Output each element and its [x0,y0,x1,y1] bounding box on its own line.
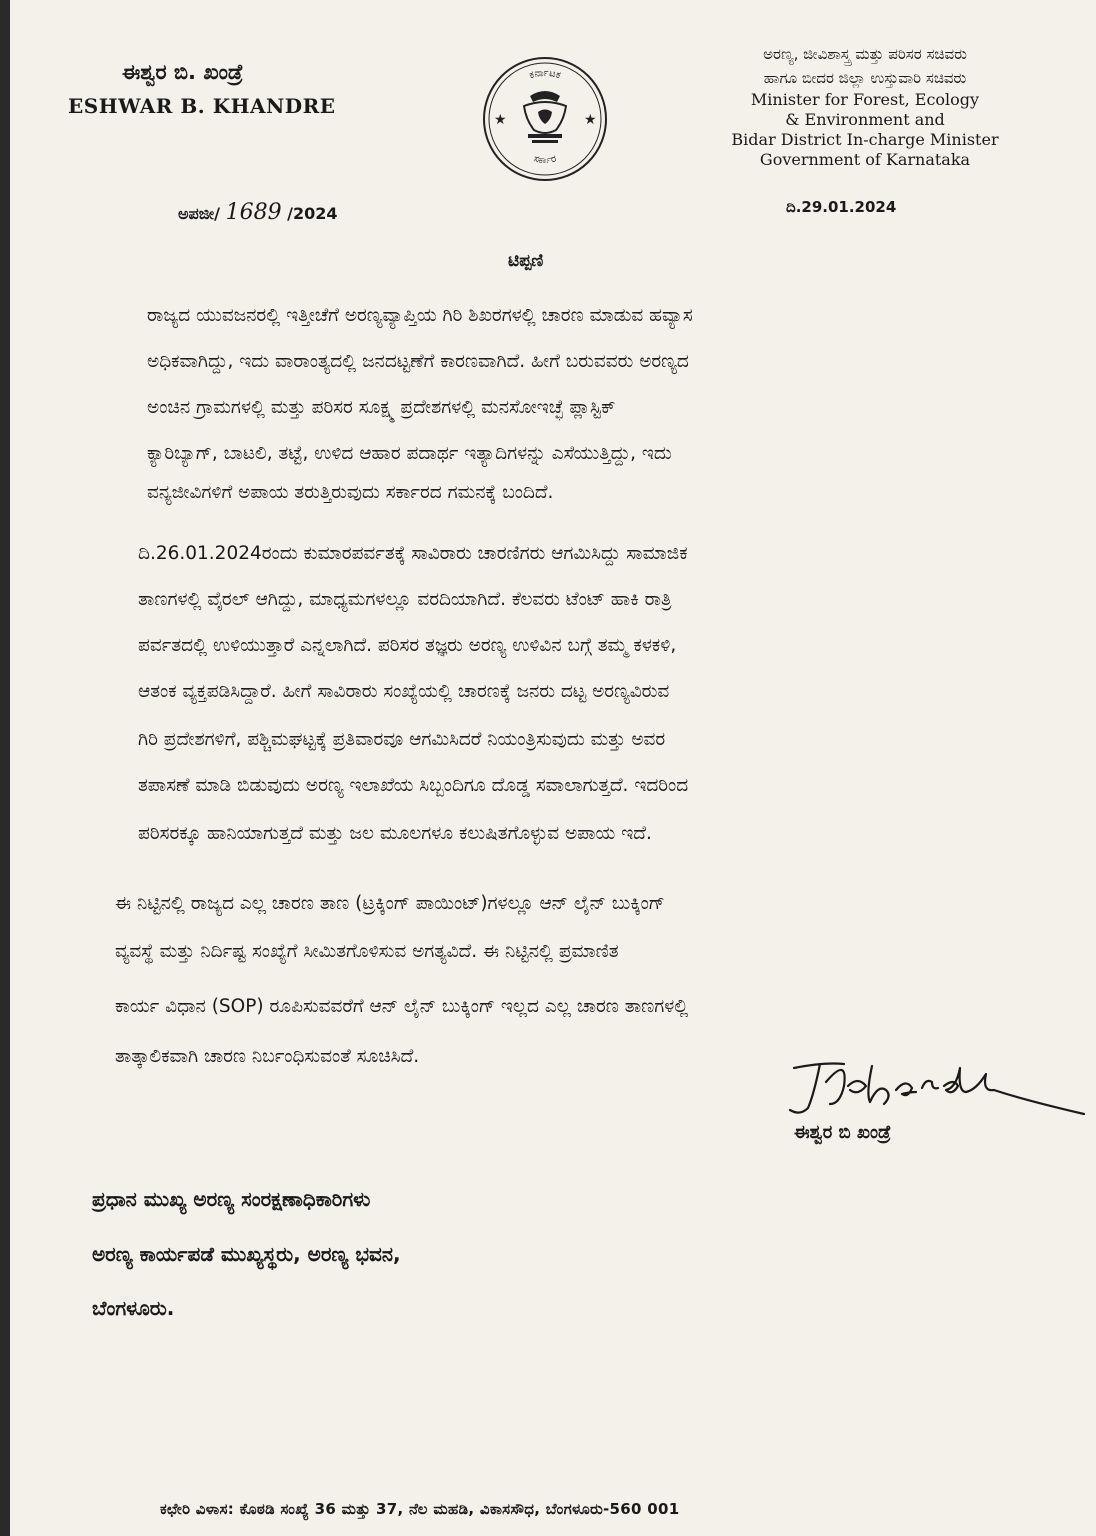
letter-date: ದಿ.29.01.2024 [786,198,897,216]
paragraph-3-line: ವ್ಯವಸ್ಥೆ ಮತ್ತು ನಿರ್ದಿಷ್ಟ ಸಂಖ್ಯೆಗೆ ಸೀಮಿತಗೊಳಿಸುವ ಅಗತ್ಯವಿದೆ. ಈ ನಿಟ್ಟಿನಲ್ಲಿ ಪ್ರಮಾಣಿತ [115,941,619,962]
designation-kn-line: ಅರಣ್ಯ, ಜೀವಿಶಾಸ್ತ್ರ ಮತ್ತು ಪರಿಸರ ಸಚಿವರು [763,45,967,63]
designation-en-line: Minister for Forest, Ecology [750,90,980,109]
handwritten-signature [788,1046,1096,1126]
paragraph-1-line: ಅಂಚಿನ ಗ್ರಾಮಗಳಲ್ಲಿ ಮತ್ತು ಪರಿಸರ ಸೂಕ್ಷ್ಮ ಪ್ರದೇಶಗಳಲ್ಲಿ ಮನಸೋಇಚ್ಛೆ ಪ್ಲಾಸ್ಟಿಕ್ [147,397,616,418]
paragraph-2-line: ಗಿರಿ ಪ್ರದೇಶಗಳಿಗೆ, ಪಶ್ಚಿಮಘಟ್ಟಕ್ಕೆ ಪ್ರತಿವಾರವೂ ಆಗಮಿಸಿದರೆ ನಿಯಂತ್ರಿಸುವುದು ಮತ್ತು ಅವರ [138,729,666,750]
paragraph-1-line: ಅಧಿಕವಾಗಿದ್ದು, ಇದು ವಾರಾಂತ್ಯದಲ್ಲಿ ಜನದಟ್ಟಣೆಗೆ ಕಾರಣವಾಗಿದೆ. ಹೀಗೆ ಬರುವವರು ಅರಣ್ಯದ [147,351,689,372]
emblem-star-right-icon: ★ [584,112,597,128]
minister-name-kannada: ಈಶ್ವರ ಬಿ. ಖಂಡ್ರೆ [122,60,244,84]
minister-name-english: ESHWAR B. KHANDRE [68,94,336,118]
emblem-text-bottom: ಸರ್ಕಾರ [532,153,558,167]
reference-suffix: /2024 [281,204,338,223]
signatory-name: ಈಶ್ವರ ಬಿ ಖಂಡ್ರೆ [794,1122,891,1143]
emblem-star-left-icon: ★ [494,112,507,128]
letter-page [10,0,1096,1536]
addressee-line: ಅರಣ್ಯ ಕಾರ್ಯಪಡೆ ಮುಖ್ಯಸ್ಥರು, ಅರಣ್ಯ ಭವನ, [92,1242,401,1266]
addressee-line: ಬೆಂಗಳೂರು. [92,1296,175,1320]
addressee-line: ಪ್ರಧಾನ ಮುಖ್ಯ ಅರಣ್ಯ ಸಂರಕ್ಷಣಾಧಿಕಾರಿಗಳು [92,1187,371,1211]
minister-designation [690,42,1040,170]
office-address-footer: ಕಛೇರಿ ವಿಳಾಸ: ಕೊಠಡಿ ಸಂಖ್ಯೆ 36 ಮತ್ತು 37, ನೆಲ ಮಹಡಿ, ವಿಕಾಸಸೌಧ, ಬೆಂಗಳೂರು-560 001 [160,1500,680,1518]
designation-kn-line: ಹಾಗೂ ಬೀದರ ಜಿಲ್ಲಾ ಉಸ್ತುವಾರಿ ಸಚಿವರು [763,69,967,87]
designation-en-line: & Environment and [785,110,945,129]
designation-en-line: Bidar District In-charge Minister [731,130,999,149]
paragraph-2-line: ತಾಣಗಳಲ್ಲಿ ವೈರಲ್ ಆಗಿದ್ದು, ಮಾಧ್ಯಮಗಳಲ್ಲೂ ವರದಿಯಾಗಿದೆ. ಕೆಲವರು ಟೆಂಟ್ ಹಾಕಿ ರಾತ್ರಿ [138,589,672,610]
svg-text:ಕರ್ನಾಟಕ [528,68,562,82]
reference-number [178,200,338,225]
svg-text:ಸರ್ಕಾರ [533,154,558,166]
reference-prefix: ಅಪಜೀ/ [178,204,226,223]
designation-en-line: Government of Karnataka [759,150,971,169]
paragraph-2-line: ದಿ.26.01.2024ರಂದು ಕುಮಾರಪರ್ವತಕ್ಕೆ ಸಾವಿರಾರು ಚಾರಣಿಗರು ಆಗಮಿಸಿದ್ದು ಸಾಮಾಜಿಕ [138,543,688,564]
paragraph-2-line: ಪರ್ವತದಲ್ಲಿ ಉಳಿಯುತ್ತಾರೆ ಎನ್ನಲಾಗಿದೆ. ಪರಿಸರ ತಜ್ಞರು ಅರಣ್ಯ ಉಳಿವಿನ ಬಗ್ಗೆ ತಮ್ಮ ಕಳಕಳಿ, [138,635,677,656]
paragraph-2-line: ಆತಂಕ ವ್ಯಕ್ತಪಡಿಸಿದ್ದಾರೆ. ಹೀಗೆ ಸಾವಿರಾರು ಸಂಖ್ಯೆಯಲ್ಲಿ ಚಾರಣಕ್ಕೆ ಜನರು ದಟ್ಟ ಅರಣ್ಯವಿರುವ [138,681,670,702]
paragraph-1-line: ಕ್ಯಾರಿಬ್ಯಾಗ್, ಬಾಟಲಿ, ತಟ್ಟೆ, ಉಳಿದ ಆಹಾರ ಪದಾರ್ಥ ಇತ್ಯಾದಿಗಳನ್ನು ಎಸೆಯುತ್ತಿದ್ದು, ಇದು [147,443,672,464]
emblem-text-top: ಕರ್ನಾಟಕ [528,67,562,82]
paragraph-2-line: ಪರಿಸರಕ್ಕೂ ಹಾನಿಯಾಗುತ್ತದೆ ಮತ್ತು ಜಲ ಮೂಲಗಳೂ ಕಲುಷಿತಗೊಳ್ಳುವ ಅಪಾಯ ಇದೆ. [138,823,652,844]
paragraph-1-line: ವನ್ಯಜೀವಿಗಳಿಗೆ ಅಪಾಯ ತರುತ್ತಿರುವುದು ಸರ್ಕಾರದ ಗಮನಕ್ಕೆ ಬಂದಿದೆ. [147,482,554,503]
karnataka-emblem-seal [480,54,610,184]
paragraph-3-line: ಈ ನಿಟ್ಟಿನಲ್ಲಿ ರಾಜ್ಯದ ಎಲ್ಲ ಚಾರಣ ತಾಣ (ಟ್ರಕ್ಕಿಂಗ್ ಪಾಯಿಂಟ್)ಗಳಲ್ಲೂ ಆನ್ ಲೈನ್ ಬುಕ್ಕಿಂಗ್ [115,893,665,914]
note-heading: ಟಿಪ್ಪಣಿ [508,251,544,271]
gandaberunda-icon [524,91,566,143]
paragraph-2-line: ತಪಾಸಣೆ ಮಾಡಿ ಬಿಡುವುದು ಅರಣ್ಯ ಇಲಾಖೆಯ ಸಿಬ್ಬಂದಿಗೂ ದೊಡ್ಡ ಸವಾಲಾಗುತ್ತದೆ. ಇದರಿಂದ [138,775,689,796]
paragraph-3-line: ಕಾರ್ಯ ವಿಧಾನ (SOP) ರೂಪಿಸುವವರೆಗೆ ಆನ್ ಲೈನ್ ಬುಕ್ಕಿಂಗ್ ಇಲ್ಲದ ಎಲ್ಲ ಚಾರಣ ತಾಣಗಳಲ್ಲಿ [115,996,689,1017]
reference-handwritten-number: 1689 [225,200,282,225]
paragraph-3-line: ತಾತ್ಕಾಲಿಕವಾಗಿ ಚಾರಣ ನಿರ್ಬಂಧಿಸುವಂತೆ ಸೂಚಿಸಿದೆ. [115,1046,420,1067]
paragraph-1-line: ರಾಜ್ಯದ ಯುವಜನರಲ್ಲಿ ಇತ್ತೀಚೆಗೆ ಅರಣ್ಯವ್ಯಾಪ್ತಿಯ ಗಿರಿ ಶಿಖರಗಳಲ್ಲಿ ಚಾರಣ ಮಾಡುವ ಹವ್ಯಾಸ [147,305,693,326]
